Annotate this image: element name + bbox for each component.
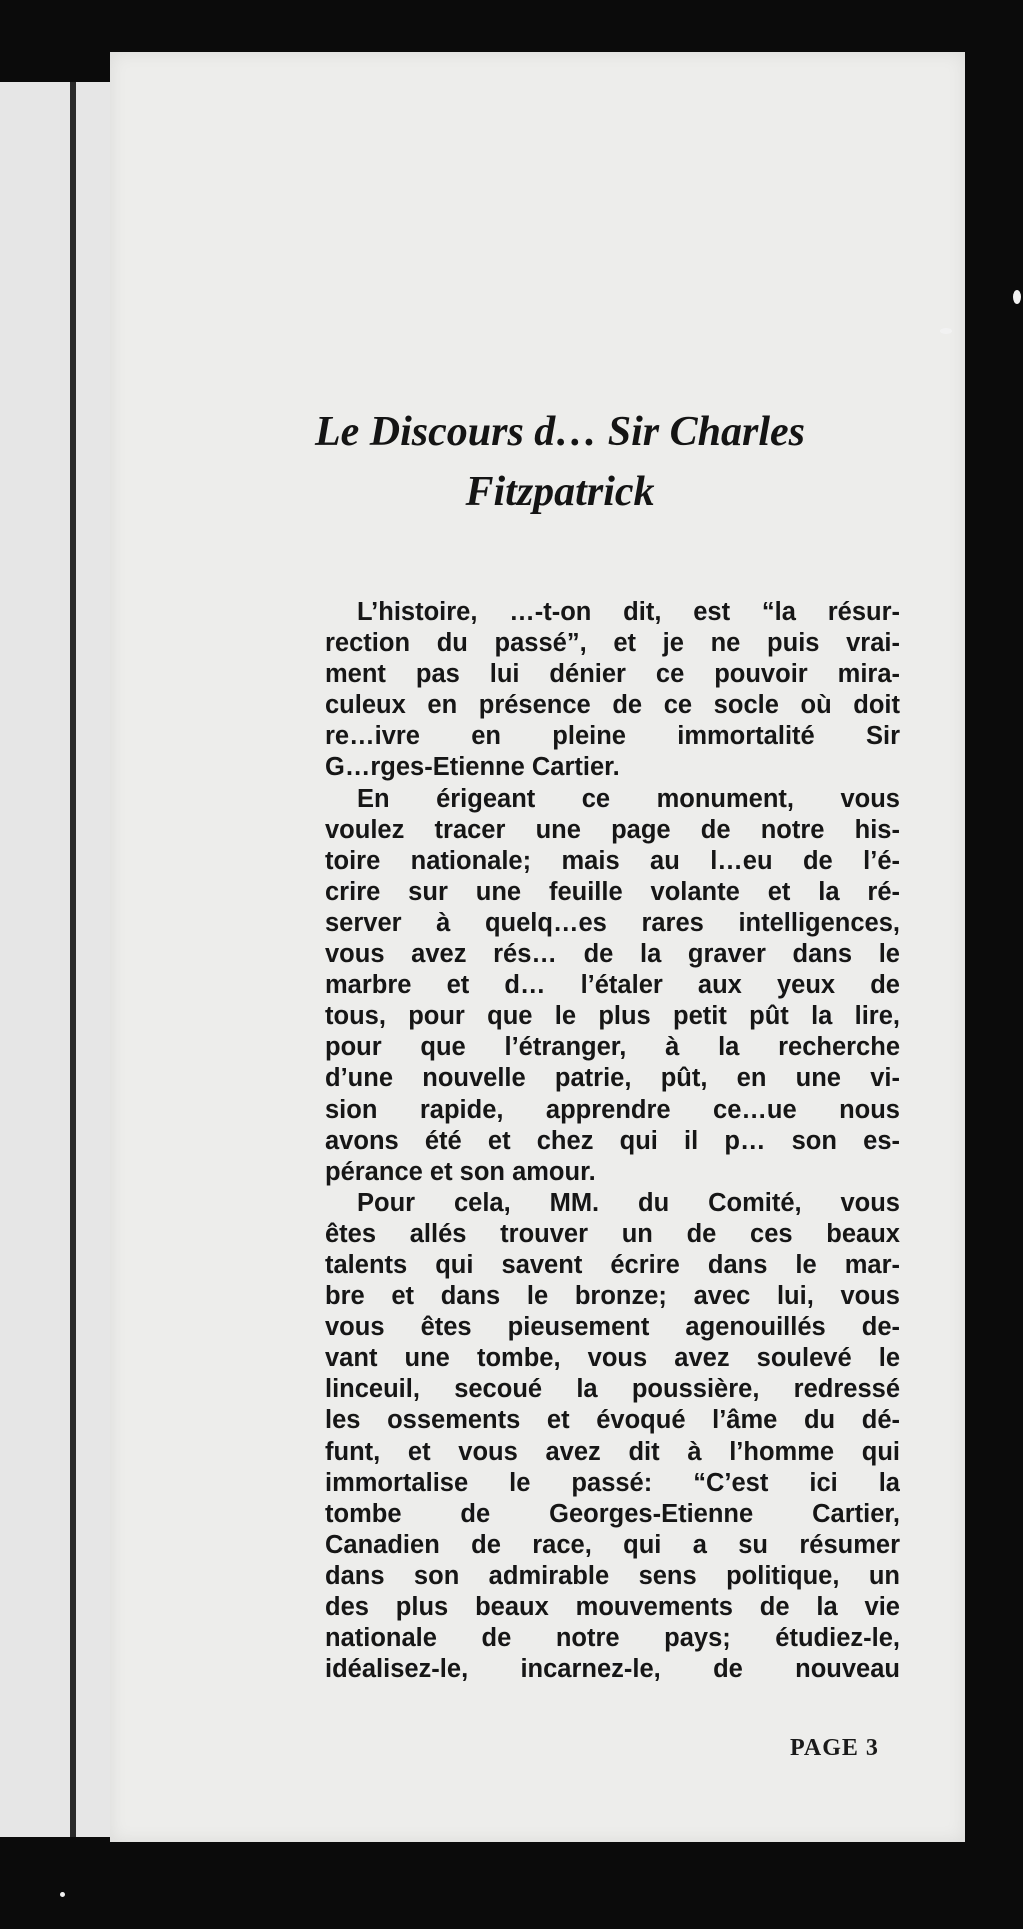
title-line: Fitzpatrick	[465, 469, 655, 515]
text-line: G…rges-Etienne Cartier.	[325, 753, 620, 782]
text-line: êtes allés trouver un de ces beaux	[325, 1219, 900, 1248]
scan-speck	[1013, 290, 1021, 304]
page-number: PAGE 3	[790, 1735, 879, 1761]
text-line: rection du passé”, et je ne puis vrai-	[325, 629, 900, 658]
scan-speck	[60, 1892, 65, 1897]
binding-edge	[70, 82, 76, 1837]
paragraph	[325, 1188, 900, 1686]
text-line: tous, pour que le plus petit pût la lire,	[325, 1002, 900, 1031]
text-line: sion rapide, apprendre ce…ue nous	[325, 1095, 900, 1124]
text-line: marbre et d… l’étaler aux yeux de	[325, 971, 900, 1000]
article-title	[240, 402, 880, 522]
facing-page	[0, 82, 114, 1837]
text-line: re…ivre en pleine immortalité Sir	[325, 722, 900, 751]
title-line: Le Discours d… Sir Charles	[314, 409, 806, 455]
text-line: Pour cela, MM. du Comité, vous	[357, 1188, 900, 1217]
paragraph	[325, 784, 900, 1188]
text-line: idéalisez-le, incarnez-le, de nouveau	[325, 1655, 900, 1684]
text-line: dans son admirable sens politique, un	[325, 1561, 900, 1590]
text-line: funt, et vous avez dit à l’homme qui	[325, 1437, 900, 1466]
text-line: vous avez rés… de la graver dans le	[325, 940, 900, 969]
text-line: tombe de Georges-Etienne Cartier,	[325, 1499, 900, 1528]
text-line: pour que l’étranger, à la recherche	[325, 1033, 900, 1062]
scan-speck	[940, 328, 952, 334]
text-line: L’histoire, …-t-on dit, est “la résur-	[357, 598, 900, 626]
text-line: Canadien de race, qui a su résumer	[325, 1530, 900, 1559]
article-body	[325, 597, 900, 1685]
text-line: ment pas lui dénier ce pouvoir mira-	[325, 660, 900, 689]
text-line: En érigeant ce monument, vous	[357, 784, 900, 813]
document-page	[110, 52, 965, 1842]
text-line: les ossements et évoqué l’âme du dé-	[325, 1406, 900, 1435]
text-line: bre et dans le bronze; avec lui, vous	[325, 1282, 900, 1311]
text-line: pérance et son amour.	[325, 1157, 596, 1186]
text-line: linceuil, secoué la poussière, redressé	[325, 1375, 900, 1404]
text-line: culeux en présence de ce socle où doit	[325, 691, 900, 720]
text-line: vant une tombe, vous avez soulevé le	[325, 1344, 900, 1373]
paragraph	[325, 597, 900, 784]
text-line: des plus beaux mouvements de la vie	[325, 1593, 900, 1621]
text-line: immortalise le passé: “C’est ici la	[325, 1468, 900, 1497]
text-line: nationale de notre pays; étudiez-le,	[325, 1624, 900, 1653]
text-line: toire nationale; mais au l…eu de l’é-	[325, 846, 900, 875]
text-line: server à quelq…es rares intelligences,	[325, 908, 900, 937]
text-line: avons été et chez qui il p… son es-	[325, 1126, 900, 1155]
text-line: talents qui savent écrire dans le mar-	[325, 1250, 900, 1279]
text-line: crire sur une feuille volante et la ré-	[325, 877, 900, 906]
text-line: d’une nouvelle patrie, pût, en une vi-	[325, 1064, 900, 1093]
text-line: vous êtes pieusement agenouillés de-	[325, 1313, 900, 1342]
text-line: voulez tracer une page de notre his-	[325, 815, 900, 844]
